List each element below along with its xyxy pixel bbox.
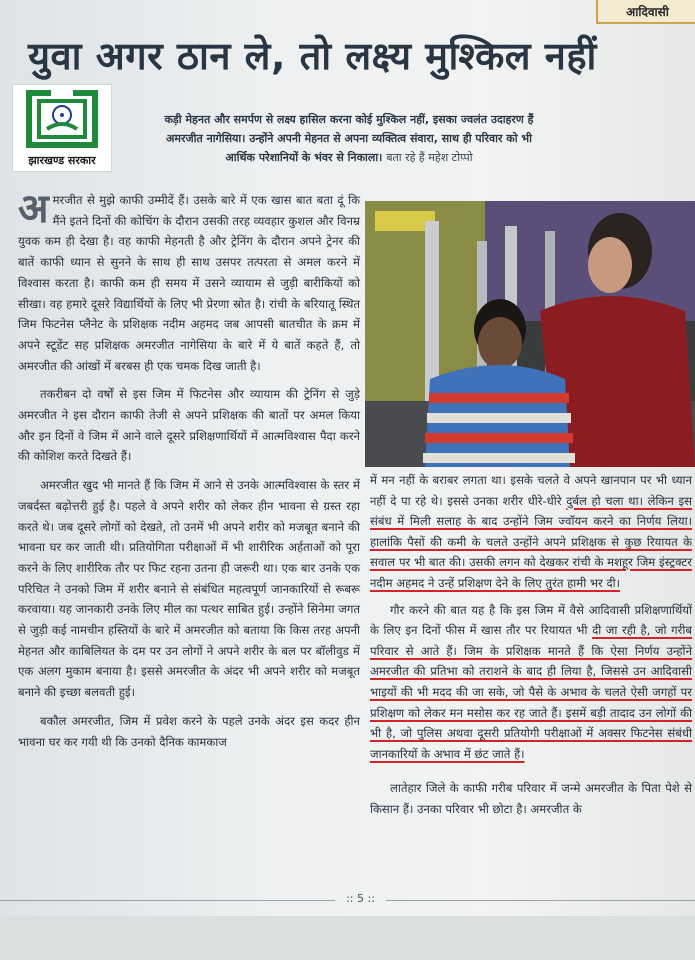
paragraph-text: गौर करने की बात यह है कि इस जिम में वैसे आदिवासी प्रशिक्षणार्थियों के लिए इन दिनों फीस में खास तौर पर रियायत भी	[370, 602, 692, 638]
intro-line-3	[114, 148, 584, 167]
jharkhand-govt-logo	[12, 84, 112, 172]
article-headline: युवा अगर ठान ले, तो लक्ष्य मुश्किल नहीं	[28, 34, 597, 78]
paragraph: बकौल अमरजीत, जिम में प्रवेश करने के पहले उनके अंदर इस कदर हीन भावना घर कर गयी थी कि उनको दैनिक कामकाज	[18, 713, 360, 749]
highlighted-text: दी जा रही है, जो गरीब परिवार से आते हैं। जिम के प्रशिक्षक मानते हैं कि ऐसा निर्णय उन्होंने अमरजीत की प्रतिभा को तराशने के बाद ही लिया है, जिससे उन आदिवासी भाइयों की भी मदद की जा सके, जो पैसे के अभाव के चलते ऐसी जगहों पर प्रशिक्षण को लेकर मन मसोस कर रह जाते हैं। इसमें बड़ी तादाद उन लोगों की भी है, जो पुलिस अथवा दूसरी प्रतियोगी परीक्षाओं में अक्सर फिटनेस संबंधी जानकारियों के अभाव में छंट जाते हैं।	[370, 623, 693, 761]
page-edge	[0, 916, 695, 960]
intro-line-3-text: आर्थिक परेशानियों के भंवर से निकाला।	[225, 151, 383, 164]
article-intro	[114, 110, 584, 167]
logo-caption: झारखण्ड सरकार	[28, 154, 96, 167]
byline: बता रहे हैं महेश टोप्पो	[386, 151, 473, 164]
left-column	[18, 186, 360, 760]
paragraph: लातेहार जिले के काफी गरीब परिवार में जन्मे अमरजीत के पिता पेशे से किसान हैं। उनका परिवार भी छोटा है। अमरजीत के	[370, 781, 692, 816]
right-column	[370, 470, 692, 826]
gym-photo	[365, 201, 695, 467]
section-tag: आदिवासी	[596, 0, 695, 24]
paragraph: अमरजीत खुद भी मानते हैं कि जिम में आने से उनके आत्मविश्वास के स्तर में जबर्दस्त बढ़ोत्तरी हुई है। पहले वे अपने शरीर को लेकर हीन भावना से ग्रस्त रहा करते थे। जब दूसरे लोगों को देखते, तो उनमें भी अपने शरीर को मजबूत बनाने की भावना घर कर जाती थी। प्रतियोगिता परीक्षाओं में भी शारीरिक अर्हताओं को पूरा करने के लिए शारीरिक तौर पर फिट रहना उतना ही जरूरी था। एक बार उनके एक परिचित ने उनको जिम में शरीर बनाने से संबंधित महत्वपूर्ण जानकारियों से रूबरू करवाया। यह जानकारी उनके लिए मील का पत्थर साबित हुई। उन्होंने सिनेमा जगत से जुड़ी कई नामचीन हस्तियों के बारे में अमरजीत को बताया कि किस तरह अपनी मेहनत और काबिलियत के दम पर उन लोगों ने अपने शरीर के बल पर बॉलीवुड में एक अलग मुकाम बनाया है। इससे अमरजीत के अंदर भी अपने शरीर को मजबूत बनाने की इच्छा बलवती हुई।	[18, 478, 360, 700]
emblem-icon	[21, 89, 103, 151]
paragraph-text: मरजीत से मुझे काफी उम्मीदें हैं। उसके बारे में एक खास बात बता दूं कि मैंने इतने दिनों की कोचिंग के दौरान उसकी तरह व्यवहार कुशल और विनम्र युवक कम ही देखा है। वह काफी मेहनती है और ट्रेनिंग के दौरान अपने ट्रेनर की बातें काफी ध्यान से सुनने के साथ ही साथ उसपर तत्परता से अमल करने में विश्वास करता है। काफी कम ही समय में उसने व्यायाम से जुड़ी बारीकियों को सीखा। वह हमारे दूसरे विद्यार्थियों के लिए भी प्रेरणा स्रोत है। रांची के बरियातू स्थित जिम फिटनेस प्लैनेट के प्रशिक्षक नदीम अहमद जब आपसी बातचीत के क्रम में अपने स्टूडेंट सह प्रशिक्षक अमरजीत नागेसिया के बारे में ये बातें कहते हैं, तो अमरजीत की आंखों में बरबस ही एक चमक दिख जाती है।	[18, 193, 360, 373]
photo-illustration	[365, 201, 695, 467]
drop-cap: अ	[18, 186, 49, 232]
footer-divider	[386, 900, 695, 901]
highlighted-text: दुर्बल हो चला था। लेकिन इस संबंध में मिली सलाह के बाद उन्होंने जिम ज्वॉयन करने का निर्णय लिया। हालांकि पैसों की कमी के चलते उन्होंने अपने प्रशिक्षक से कुछ रियायत के सवाल पर भी बात की। उसकी लगन को देखकर रांची के मशहूर जिम इंस्ट्रक्टर नदीम अहमद ने उन्हें प्रशिक्षण देने के लिए तुरंत हामी भर दी।	[370, 493, 692, 590]
paragraph	[370, 470, 692, 594]
footer-divider	[0, 900, 335, 901]
paragraph: तकरीबन दो वर्षों से इस जिम में फिटनेस और व्यायाम की ट्रेनिंग से जुड़े अमरजीत ने इस दौरान काफी तेजी से अपने प्रशिक्षक की बातों पर अमल किया और इन दिनों वे जिम में आने वाले दूसरे प्रशिक्षणार्थियों में आत्मविश्वास पैदा करने की कोशिश करते दिखते हैं।	[18, 387, 360, 464]
paragraph	[18, 186, 360, 376]
page-number: :: 5 ::	[346, 892, 375, 905]
intro-line-2: अमरजीत नागेसिया। उन्होंने अपनी मेहनत से अपना व्यक्तित्व संवारा, साथ ही परिवार को भी	[166, 132, 532, 145]
paragraph	[370, 600, 692, 765]
intro-line-1: कड़ी मेहनत और समर्पण से लक्ष्य हासिल करना कोई मुश्किल नहीं, इसका ज्वलंत उदाहरण हैं	[164, 113, 534, 126]
paragraph-text: में मन नहीं के बराबर लगता था। इसके चलते वे अपने खानपान पर भी ध्यान नहीं दे पा रहे थे। इससे उनका शरीर धीरे-धीरे	[370, 473, 692, 508]
